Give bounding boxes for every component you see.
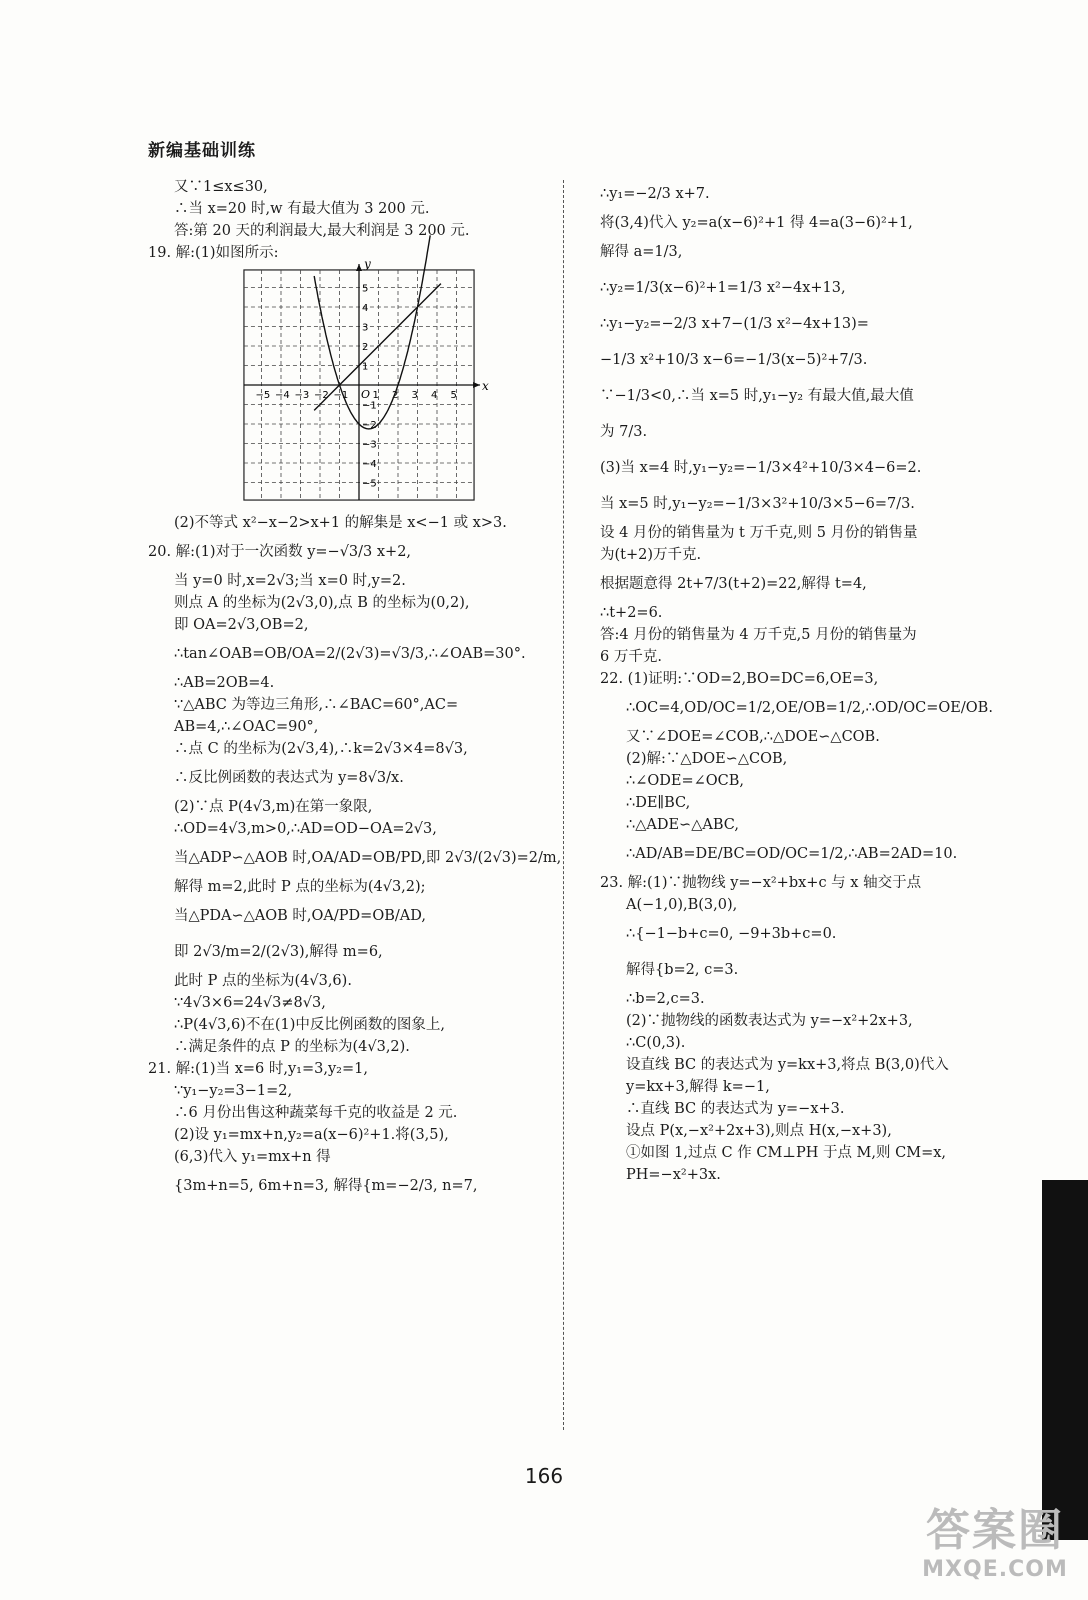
text-line: ∴C(0,3). (626, 1035, 686, 1051)
text-line: 20. 解:(1)对于一次函数 y=−√3/3 x+2, (148, 543, 412, 560)
text-line: ∴OD=4√3,m>0,∴AD=OD−OA=2√3, (174, 820, 437, 837)
text-line: ∴当 x=20 时,w 有最大值为 3 200 元. (174, 201, 430, 217)
x-tick-label: −3 (294, 390, 310, 401)
x-tick-label: −5 (255, 390, 271, 401)
text-line: ∴AD/AB=DE/BC=OD/OC=1/2,∴AB=2AD=10. (626, 846, 958, 862)
text-line: ∴OC=4,OD/OC=1/2,OE/OB=1/2,∴OD/OC=OE/OB. (626, 700, 993, 716)
watermark (905, 1505, 1085, 1595)
text-line: ∴DE∥BC, (626, 795, 691, 811)
text-line: (2)∵点 P(4√3,m)在第一象限, (174, 798, 373, 815)
x-axis-arrow (473, 382, 480, 388)
text-line: 当 x=5 时,y₁−y₂=−1/3×3²+10/3×5−6=7/3. (600, 496, 915, 512)
text-line: 当△PDA∽△AOB 时,OA/PD=OB/AD, (174, 907, 426, 924)
function-graph (244, 256, 489, 502)
text-line: −1/3 x²+10/3 x−6=−1/3(x−5)²+7/3. (600, 352, 868, 368)
text-line: AB=4,∴∠OAC=90°, (174, 718, 319, 735)
text-line: 此时 P 点的坐标为(4√3,6). (174, 972, 352, 989)
text-line: ∴点 C 的坐标为(2√3,4),∴k=2√3×4=8√3, (174, 740, 468, 757)
x-tick-label: 4 (431, 390, 438, 401)
text-line: 为 7/3. (600, 424, 648, 440)
text-line: 当△ADP∽△AOB 时,OA/AD=OB/PD,即 2√3/(2√3)=2/m, (174, 849, 562, 866)
text-line: (3)当 x=4 时,y₁−y₂=−1/3×4²+10/3×4−6=2. (600, 460, 922, 476)
watermark-logo: 答案圈 (926, 1505, 1064, 1556)
text-line: 设直线 BC 的表达式为 y=kx+3,将点 B(3,0)代入 (626, 1057, 949, 1073)
text-line: ①如图 1,过点 C 作 CM⊥PH 于点 M,则 CM=x, (626, 1145, 947, 1161)
x-tick-label: −2 (314, 390, 329, 401)
text-line: 当 y=0 时,x=2√3;当 x=0 时,y=2. (174, 572, 406, 589)
text-line: 19. 解:(1)如图所示: (148, 245, 279, 261)
text-line: 答:4 月份的销售量为 4 万千克,5 月份的销售量为 (600, 627, 917, 643)
text-line: (6,3)代入 y₁=mx+n 得 (174, 1148, 331, 1165)
text-line: ∴P(4√3,6)不在(1)中反比例函数的图象上, (174, 1016, 445, 1033)
book-title: 新编基础训练 (148, 141, 256, 161)
text-line: ∴△ADE∽△ABC, (626, 817, 739, 833)
left-column-before-graph (148, 176, 548, 264)
text-line: ∴tan∠OAB=OB/OA=2/(2√3)=√3/3,∴∠OAB=30°. (174, 645, 526, 662)
text-line: ∴t+2=6. (600, 605, 663, 621)
text-line: 即 2√3/m=2/(2√3),解得 m=6, (174, 943, 383, 960)
text-line: 解得 m=2,此时 P 点的坐标为(4√3,2); (174, 878, 426, 895)
text-line: 22. (1)证明:∵OD=2,BO=DC=6,OE=3, (600, 671, 879, 687)
y-tick-label: 5 (362, 283, 369, 295)
text-line: ∴y₁=−2/3 x+7. (600, 186, 710, 202)
text-line: ∴b=2,c=3. (626, 991, 705, 1007)
text-line: 将(3,4)代入 y₂=a(x−6)²+1 得 4=a(3−6)²+1, (600, 215, 913, 231)
text-line: 设 4 月份的销售量为 t 万千克,则 5 月份的销售量 (600, 525, 918, 541)
x-tick-label: −4 (275, 390, 290, 401)
y-axis-label: y (364, 256, 371, 271)
y-tick-label: 4 (362, 303, 369, 314)
text-line: 6 万千克. (600, 649, 662, 665)
text-line: ∴y₁−y₂=−2/3 x+7−(1/3 x²−4x+13)= (600, 316, 869, 332)
y-tick-label: 1 (362, 361, 369, 373)
x-tick-label: 1 (372, 390, 379, 401)
text-line: ∴满足条件的点 P 的坐标为(4√3,2). (174, 1038, 410, 1055)
text-line: 则点 A 的坐标为(2√3,0),点 B 的坐标为(0,2), (174, 594, 470, 611)
x-axis-label: x (482, 379, 489, 393)
text-line: ∴{−1−b+c=0, −9+3b+c=0. (626, 926, 837, 942)
y-axis-arrow (356, 264, 362, 271)
text-line: (2)设 y₁=mx+n,y₂=a(x−6)²+1.将(3,5), (174, 1126, 449, 1143)
text-line: ∴y₂=1/3(x−6)²+1=1/3 x²−4x+13, (600, 280, 846, 296)
text-line: 根据题意得 2t+7/3(t+2)=22,解得 t=4, (600, 576, 867, 592)
x-tick-label: 5 (450, 390, 457, 401)
y-tick-label: −4 (362, 459, 377, 470)
watermark-url: MXQE.COM (922, 1557, 1068, 1582)
text-line: {3m+n=5, 6m+n=3, 解得{m=−2/3, n=7, (174, 1177, 478, 1194)
text-line: 又∵∠DOE=∠COB,∴△DOE∽△COB. (626, 729, 880, 745)
text-line: ∴直线 BC 的表达式为 y=−x+3. (626, 1101, 845, 1117)
page-edge-tab (1042, 1180, 1088, 1540)
text-line: ∴反比例函数的表达式为 y=8√3/x. (174, 769, 404, 786)
text-line: PH=−x²+3x. (626, 1167, 721, 1183)
left-column (148, 176, 562, 1204)
y-tick-label: 3 (362, 322, 369, 334)
y-tick-label: −3 (362, 439, 377, 451)
x-tick-label: 3 (411, 390, 418, 401)
y-tick-label: −1 (362, 400, 377, 412)
right-column (600, 176, 993, 1186)
text-line: (2)不等式 x²−x−2>x+1 的解集是 x<−1 或 x>3. (174, 514, 507, 531)
origin-label: O (361, 388, 371, 401)
text-line: ∴AB=2OB=4. (174, 674, 275, 691)
text-line: 答:第 20 天的利润最大,最大利润是 3 200 元. (174, 223, 470, 239)
text-line: 为(t+2)万千克. (600, 547, 702, 563)
text-line: (2)∵抛物线的函数表达式为 y=−x²+2x+3, (626, 1013, 913, 1029)
text-line: 又∵1≤x≤30, (174, 179, 268, 195)
text-line: 解得 a=1/3, (600, 244, 683, 260)
text-line: A(−1,0),B(3,0), (626, 897, 738, 913)
text-line: 设点 P(x,−x²+2x+3),则点 H(x,−x+3), (626, 1123, 892, 1139)
text-line: 即 OA=2√3,OB=2, (174, 616, 309, 633)
text-line: ∵△ABC 为等边三角形,∴∠BAC=60°,AC= (174, 696, 459, 713)
text-line: ∵4√3×6=24√3≠8√3, (174, 994, 326, 1011)
text-line: 23. 解:(1)∵抛物线 y=−x²+bx+c 与 x 轴交于点 (600, 875, 922, 891)
page-number: 166 (524, 1464, 564, 1488)
y-tick-label: −2 (362, 420, 377, 431)
y-tick-label: 2 (362, 342, 369, 353)
left-column-after-graph (148, 512, 562, 1204)
x-tick-label: −1 (333, 390, 349, 401)
text-line: 解得{b=2, c=3. (626, 962, 739, 978)
y-tick-label: −5 (362, 478, 377, 490)
text-line: ∴6 月份出售这种蔬菜每千克的收益是 2 元. (174, 1104, 458, 1121)
text-line: y=kx+3,解得 k=−1, (626, 1079, 770, 1095)
text-line: ∴∠ODE=∠OCB, (626, 773, 745, 789)
text-line: 21. 解:(1)当 x=6 时,y₁=3,y₂=1, (148, 1060, 368, 1077)
column-divider (563, 180, 564, 1430)
text-line: ∵y₁−y₂=3−1=2, (174, 1082, 293, 1099)
x-tick-label: 2 (392, 390, 399, 401)
text-line: ∵−1/3<0,∴当 x=5 时,y₁−y₂ 有最大值,最大值 (600, 388, 914, 404)
text-line: (2)解:∵△DOE∽△COB, (626, 751, 788, 767)
